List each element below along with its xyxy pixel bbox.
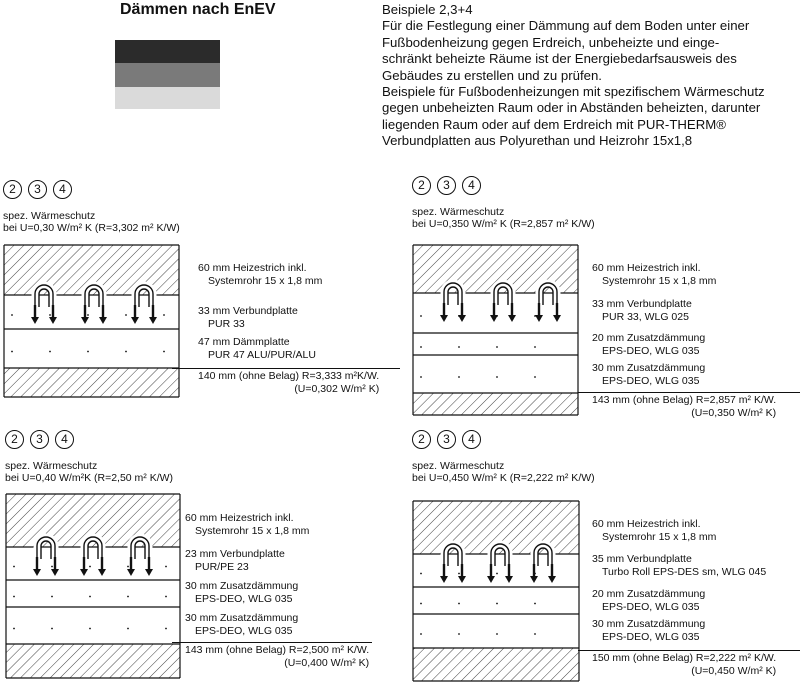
example-number-group: [412, 176, 481, 195]
insulation-dot: [458, 376, 460, 378]
insulation-layer: [413, 333, 578, 355]
intro-line: Fußbodenheizung gegen Erdreich, unbeheizte und einge-: [382, 34, 720, 50]
example-number-circle: 3: [28, 180, 47, 199]
spec-u-value: bei U=0,30 W/m² K (R=3,302 m² K/W): [3, 222, 180, 234]
insulation-layer: [6, 607, 180, 644]
example-number-circle: 4: [53, 180, 72, 199]
summary-divider: [172, 368, 400, 369]
summary-divider: [578, 650, 800, 651]
summary-u-value: (U=0,400 W/m² K): [284, 656, 370, 669]
base-slab-layer: [4, 368, 179, 397]
intro-text: [382, 2, 792, 150]
example-number-circle: 2: [5, 430, 24, 449]
intro-line: Beispiele für Fußbodenheizungen mit spezifischem Wärmeschutz: [382, 84, 765, 100]
summary-divider: [172, 642, 372, 643]
heat-protection-spec: [3, 210, 180, 234]
insulation-dot: [534, 603, 536, 605]
summary-values: [592, 394, 776, 419]
insulation-dot: [127, 628, 129, 630]
insulation-dot: [496, 633, 498, 635]
layer-label: 60 mm Heizestrich inkl. Systemrohr 15 x 1,8 mm: [592, 518, 717, 543]
insulation-dot: [89, 628, 91, 630]
insulation-dot: [49, 314, 51, 316]
insulation-dot: [458, 573, 460, 575]
base-slab-layer: [6, 644, 180, 678]
intro-line: liegenden Raum oder auf dem Erdreich mit PUR-THERM®: [382, 116, 726, 132]
insulation-layer: [4, 329, 179, 368]
layer-label: 60 mm Heizestrich inkl. Systemrohr 15 x 1,8 mm: [592, 262, 717, 287]
summary-u-value: (U=0,350 W/m² K): [691, 406, 777, 419]
insulation-dot: [89, 596, 91, 598]
summary-divider: [578, 392, 800, 393]
color-swatch-dark: [115, 40, 220, 63]
intro-line: gegen unbeheizten Raum oder in Abständen beheizten, darunter: [382, 100, 761, 116]
example-number-circle: 2: [412, 430, 431, 449]
spec-heading: spez. Wärmeschutz: [412, 460, 505, 472]
insulation-dot: [420, 346, 422, 348]
floor-cross-section: [5, 493, 181, 679]
insulation-layer: [413, 355, 578, 393]
insulation-dot: [458, 633, 460, 635]
insulation-dot: [420, 633, 422, 635]
spec-u-value: bei U=0,450 W/m² K (R=2,222 m² K/W): [412, 472, 595, 484]
insulation-dot: [163, 314, 165, 316]
color-swatch-light: [115, 87, 220, 109]
example-number-group: [5, 430, 74, 449]
insulation-dot: [458, 346, 460, 348]
summary-values: [592, 652, 776, 677]
insulation-layer: [413, 587, 579, 614]
heat-protection-spec: [412, 460, 595, 484]
intro-line: schränkt beheizte Räume ist der Energiebedarfsausweis des: [382, 51, 737, 67]
example-number-group: [3, 180, 72, 199]
layer-label: 30 mm Zusatzdämmung EPS-DEO, WLG 035: [185, 612, 299, 637]
layer-label: 30 mm Zusatzdämmung EPS-DEO, WLG 035: [185, 580, 299, 605]
insulation-dot: [534, 376, 536, 378]
summary-r-value: 143 mm (ohne Belag) R=2,500 m² K/W.: [185, 644, 370, 656]
floor-cross-section: [412, 244, 579, 416]
base-slab-layer: [413, 648, 579, 681]
heat-protection-spec: [5, 460, 173, 484]
intro-line: Verbundplatten aus Polyurethan und Heizrohr 15x1,8: [382, 133, 693, 149]
insulation-dot: [420, 376, 422, 378]
insulation-dot: [125, 351, 127, 353]
example-number-circle: 3: [437, 176, 456, 195]
insulation-dot: [51, 566, 53, 568]
insulation-dot: [420, 603, 422, 605]
example-number-circle: 3: [437, 430, 456, 449]
summary-values: [185, 644, 369, 669]
example-number-group: [412, 430, 481, 449]
intro-line: Beispiele 2,3+4: [382, 2, 473, 17]
summary-u-value: (U=0,302 W/m² K): [294, 382, 380, 395]
insulation-dot: [89, 566, 91, 568]
layer-label: 20 mm Zusatzdämmung EPS-DEO, WLG 035: [592, 588, 706, 613]
layer-label: 60 mm Heizestrich inkl. Systemrohr 15 x 1,8 mm: [198, 262, 323, 287]
spec-heading: spez. Wärmeschutz: [412, 206, 505, 218]
insulation-dot: [165, 566, 167, 568]
insulation-dot: [11, 314, 13, 316]
intro-line: Für die Festlegung einer Dämmung auf dem Boden unter einer: [382, 18, 750, 34]
layer-label: 23 mm Verbundplatte PUR/PE 23: [185, 548, 285, 573]
layer-label: 33 mm Verbundplatte PUR 33, WLG 025: [592, 298, 692, 323]
spec-u-value: bei U=0,350 W/m² K (R=2,857 m² K/W): [412, 218, 595, 230]
insulation-dot: [11, 351, 13, 353]
insulation-dot: [496, 603, 498, 605]
insulation-layer: [6, 580, 180, 607]
spec-heading: spez. Wärmeschutz: [3, 210, 96, 222]
summary-values: [198, 370, 379, 395]
insulation-dot: [420, 315, 422, 317]
insulation-dot: [13, 566, 15, 568]
layer-label: 47 mm Dämmplatte PUR 47 ALU/PUR/ALU: [198, 336, 316, 361]
layer-label: 20 mm Zusatzdämmung EPS-DEO, WLG 035: [592, 332, 706, 357]
insulation-dot: [534, 633, 536, 635]
insulation-dot: [458, 603, 460, 605]
layer-label: 35 mm Verbundplatte Turbo Roll EPS-DES sm, WLG 045: [592, 553, 767, 578]
insulation-dot: [87, 314, 89, 316]
insulation-dot: [49, 351, 51, 353]
insulation-dot: [87, 351, 89, 353]
insulation-dot: [125, 314, 127, 316]
example-number-circle: 4: [55, 430, 74, 449]
floor-cross-section: [412, 500, 580, 682]
spec-heading: spez. Wärmeschutz: [5, 460, 98, 472]
insulation-dot: [165, 628, 167, 630]
example-number-circle: 3: [30, 430, 49, 449]
insulation-dot: [496, 346, 498, 348]
example-number-circle: 4: [462, 430, 481, 449]
insulation-dot: [127, 596, 129, 598]
layer-label: 30 mm Zusatzdämmung EPS-DEO, WLG 035: [592, 618, 706, 643]
layer-label: 30 mm Zusatzdämmung EPS-DEO, WLG 035: [592, 362, 706, 387]
summary-r-value: 150 mm (ohne Belag) R=2,222 m² K/W.: [592, 652, 777, 664]
example-number-circle: 2: [3, 180, 22, 199]
insulation-dot: [420, 573, 422, 575]
insulation-dot: [127, 566, 129, 568]
summary-r-value: 143 mm (ohne Belag) R=2,857 m² K/W.: [592, 394, 777, 406]
example-number-circle: 4: [462, 176, 481, 195]
summary-r-value: 140 mm (ohne Belag) R=3,333 m²K/W.: [198, 370, 380, 382]
insulation-dot: [13, 596, 15, 598]
intro-line: Gebäudes zu erstellen und zu prüfen.: [382, 67, 602, 83]
example-number-circle: 2: [412, 176, 431, 195]
summary-u-value: (U=0,450 W/m² K): [691, 664, 777, 677]
insulation-dot: [165, 596, 167, 598]
base-slab-layer: [413, 393, 578, 415]
heat-protection-spec: [412, 206, 595, 230]
insulation-dot: [534, 346, 536, 348]
insulation-dot: [496, 573, 498, 575]
insulation-layer: [6, 547, 180, 580]
insulation-dot: [51, 628, 53, 630]
insulation-dot: [163, 351, 165, 353]
insulation-dot: [13, 628, 15, 630]
insulation-dot: [51, 596, 53, 598]
floor-cross-section: [3, 244, 180, 398]
layer-label: 60 mm Heizestrich inkl. Systemrohr 15 x 1,8 mm: [185, 512, 310, 537]
page-title: Dämmen nach EnEV: [120, 1, 276, 18]
spec-u-value: bei U=0,40 W/m²K (R=2,50 m² K/W): [5, 472, 174, 484]
insulation-layer: [413, 614, 579, 648]
layer-label: 33 mm Verbundplatte PUR 33: [198, 305, 298, 330]
insulation-dot: [496, 376, 498, 378]
color-swatch-mid: [115, 63, 220, 87]
